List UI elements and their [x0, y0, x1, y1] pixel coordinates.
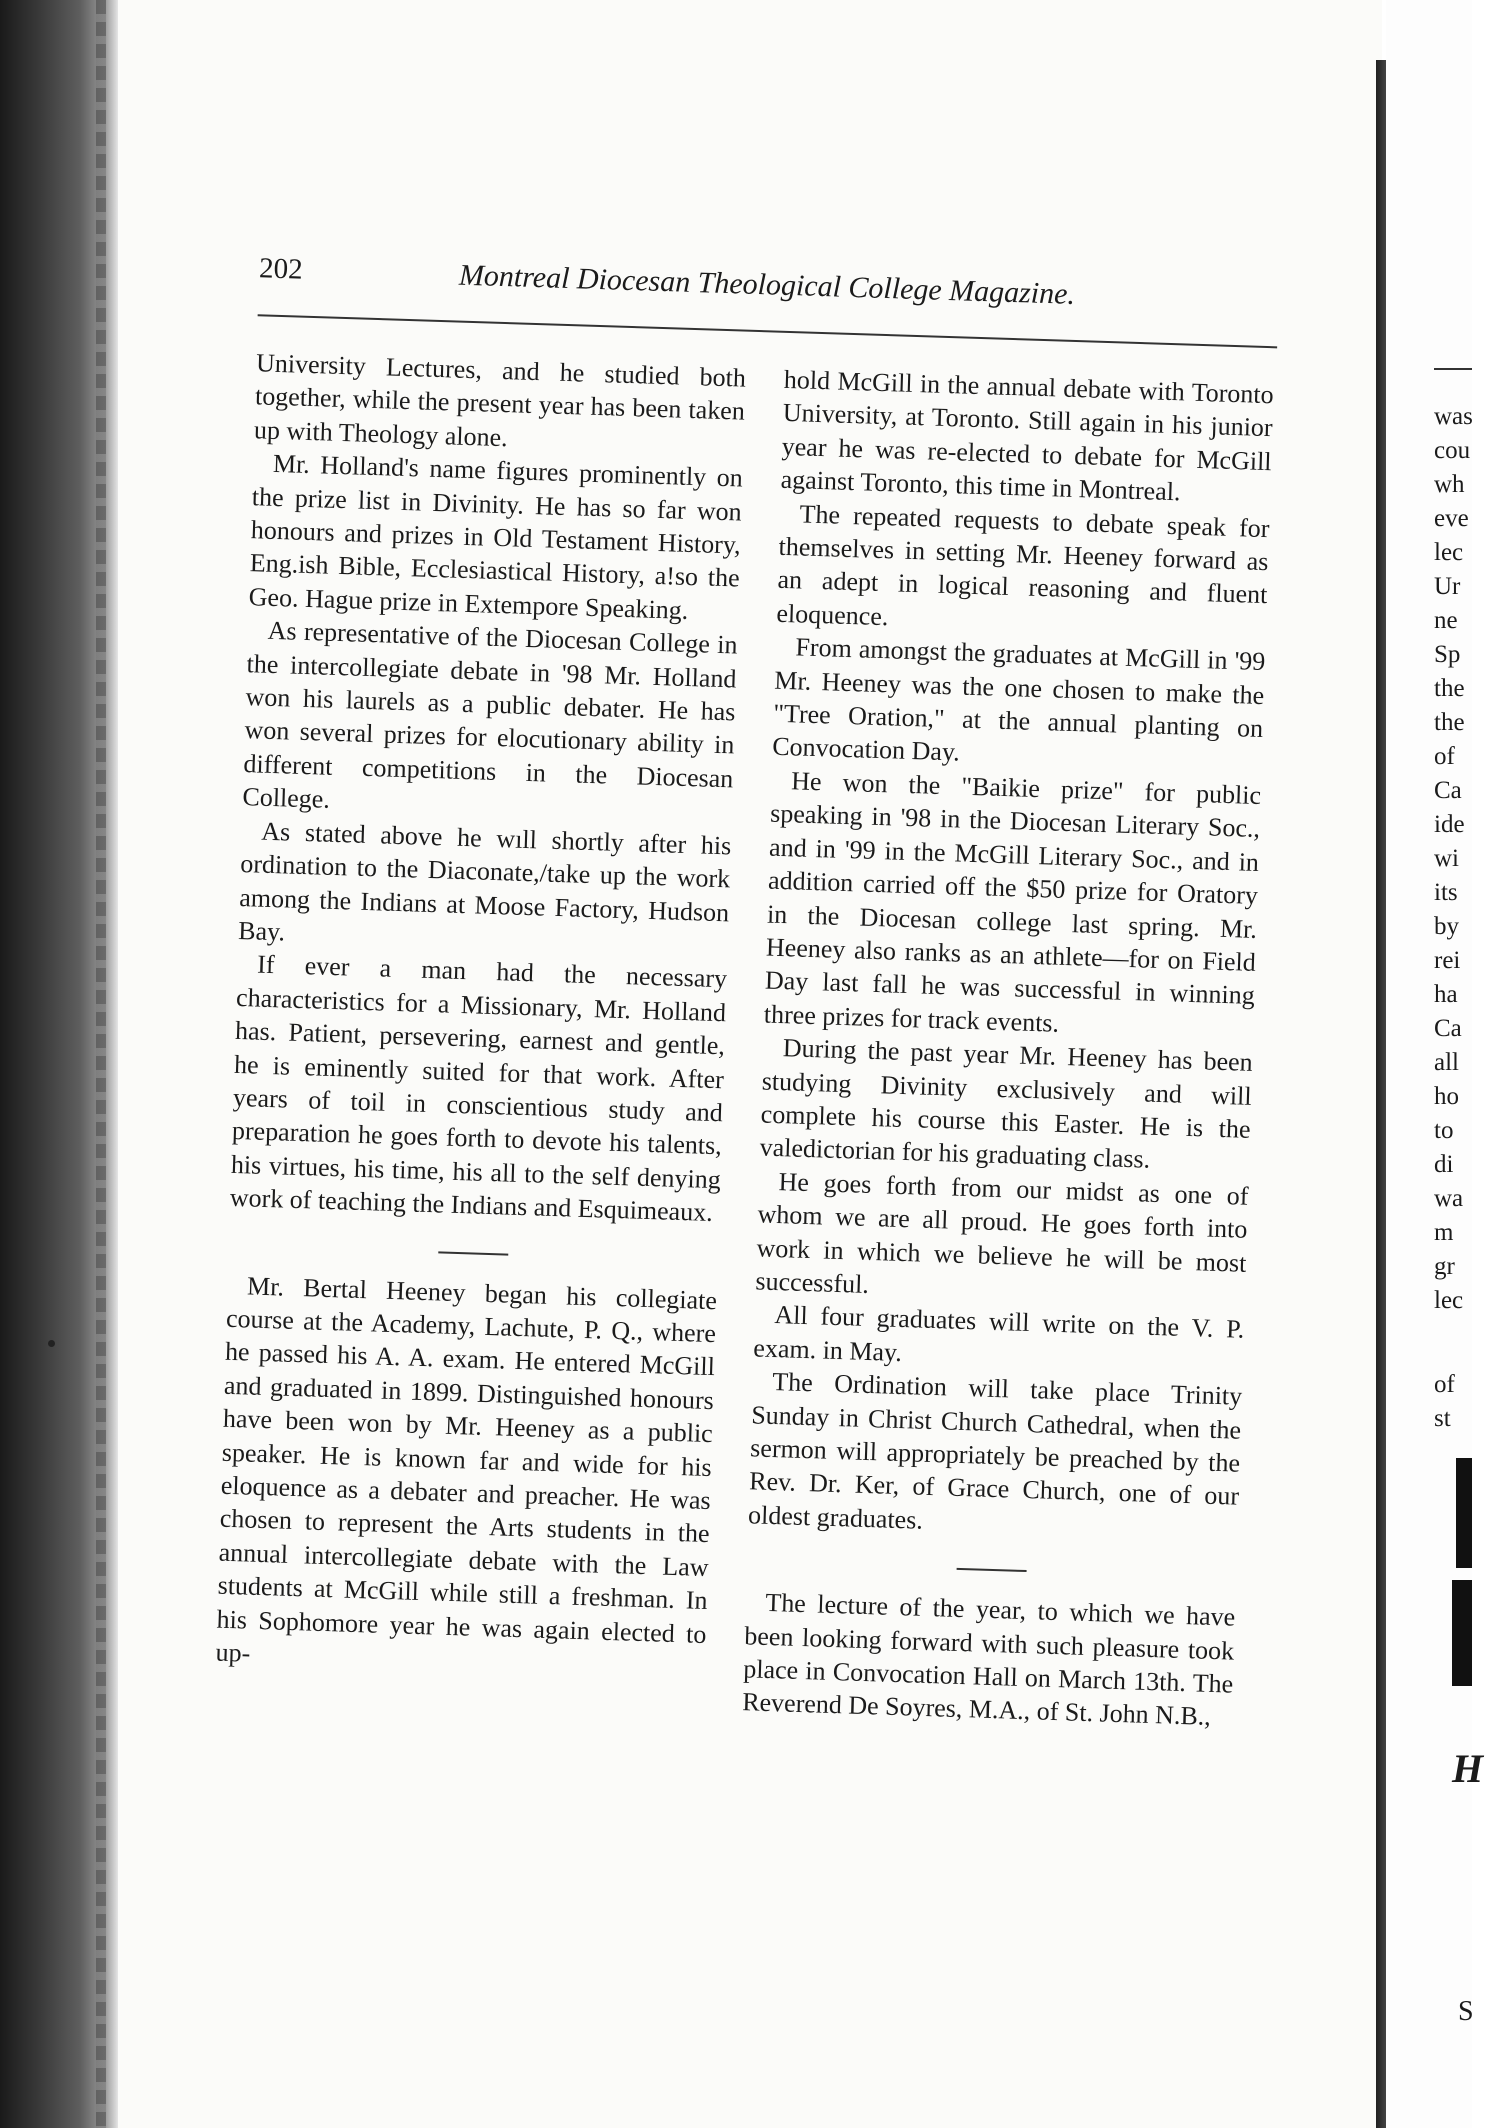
next-page-letter: H [1452, 1746, 1484, 1791]
paragraph: During the past year Mr. Heeney has been studying Divinity exclusively and will complete his course this Easter. He is the valedictorian for his graduating class. [759, 1033, 1254, 1175]
left-column [215, 346, 746, 1684]
next-page-word: Ca [1434, 777, 1462, 804]
page-number: 202 [258, 252, 304, 286]
next-page-word: lec [1434, 539, 1464, 566]
next-page-rule [1434, 368, 1472, 370]
next-page-word: by [1434, 913, 1459, 940]
paragraph: The Ordination will take place Trinity Sunday in Christ Church Cathedral, when the sermon will appropriately be preached by the Rev. Dr. Ker, of Grace Church, one of our oldest graduates. [747, 1367, 1243, 1535]
next-page-word: ho [1434, 1083, 1459, 1110]
next-page-letter: S [1458, 1996, 1474, 2027]
next-page-word: Ur [1434, 573, 1461, 600]
next-page-word: st [1434, 1405, 1451, 1432]
next-page-word: wi [1434, 845, 1459, 872]
next-page-word: of [1434, 743, 1455, 770]
paragraph: He goes forth from our midst as one of whom we are all proud. He goes forth into work in which we believe he will be most successful. [755, 1166, 1249, 1299]
paragraph: All four graduates will write on the V. P. exam. in May. [753, 1300, 1245, 1367]
next-page-heading-stroke [1456, 1458, 1472, 1568]
next-page-word: to [1434, 1117, 1454, 1144]
paragraph: University Lectures, and he studied both together, while the present year has been taken up with Theology alone. [253, 348, 747, 452]
next-page-word: of [1434, 1371, 1455, 1398]
next-page-word: Ca [1434, 1015, 1462, 1042]
next-page-word: cou [1434, 437, 1471, 464]
next-page-fragment [1386, 0, 1484, 2128]
paragraph: He won the "Baikie prize" for public speaking in '98 in the Diocesan Literary Soc., and in '99 in the McGill Literary Soc., and in addition carried off the $50 prize for Oratory in the Diocesan college last spring. Mr. Heeney also ranks as an athlete—for on Field Day last fall he was successful in winning three prizes for track events. [763, 766, 1262, 1038]
next-page-heading-stroke [1452, 1580, 1472, 1686]
right-column [742, 363, 1274, 1735]
paragraph: Mr. Bertal Heeney began his collegiate course at the Academy, Lachute, P. Q., where he passed his A. A. exam. He entered McGill and graduated in 1899. Distinguished honours have been won by Mr. Heeney as a public speaker. He is known far and wide for his eloquence as a debater and preacher. He was chosen to represent the Arts students in the annual intercollegiate debate with the Law students at McGill while still a freshman. In his Sophomore year he was again elected to up- [215, 1270, 718, 1668]
next-page-word: eve [1434, 505, 1469, 532]
paragraph: Mr. Holland's name figures prominently on the prize list in Divinity. He has so far won honours and prizes in Old Testament History, Eng.ish Bible, Ecclesiastical History, a!so the Geo. Hague prize in Extempore Speaking. [248, 449, 744, 625]
paragraph: As stated above he wıll shortly after his ordination to the Diaconate,/take up the work among the Indians at Moose Factory, Hudson Bay. [237, 816, 732, 947]
next-page-word: gr [1434, 1253, 1455, 1280]
next-page-word: di [1434, 1151, 1454, 1178]
section-divider [957, 1568, 1027, 1572]
paragraph: As representative of the Diocesan College in the intercollegiate debate in '98 Mr. Holland won his laurels as a public debater. He has won several prizes for elocutionary ability in different competitions in the Diocesan College. [242, 616, 738, 815]
next-page-word: was [1434, 403, 1473, 430]
next-page-word: its [1434, 879, 1458, 906]
next-page-word: ne [1434, 607, 1458, 634]
page-content [198, 240, 1290, 1942]
page-stack-edge [96, 0, 106, 2128]
book-gutter [1376, 60, 1386, 2128]
paragraph: If ever a man had the necessary characteristics for a Missionary, Mr. Holland has. Patient, persevering, earnest and gentle, he is eminently suited for that work. After years of toil in conscientious study and preparation he goes forth to devote his talents, his virtues, his time, his all to the self denying work of teaching the Indians and Esquimeaux. [229, 949, 728, 1228]
next-page-words-lower [1434, 1368, 1455, 1436]
next-page-word: the [1434, 675, 1465, 702]
next-page-words [1434, 400, 1494, 1318]
next-page-word: m [1434, 1219, 1454, 1246]
next-page-word: wa [1434, 1185, 1464, 1212]
paragraph: The lecture of the year, to which we have been looking forward with such pleasure took place in Convocation Hall on March 13th. The Reverend De Soyres, M.A., of St. John N.B., [741, 1588, 1236, 1732]
next-page-word: wh [1434, 471, 1465, 498]
header-rule [258, 314, 1278, 348]
paragraph: From amongst the graduates at McGill in '99 Mr. Heeney was the one chosen to make the "Tree Oration," at the annual planting on Convocation Day. [771, 632, 1266, 768]
next-page-word: all [1434, 1049, 1459, 1076]
paragraph: hold McGill in the annual debate with Toronto University, at Toronto. Still again in his junior year he was re-elected to debate for McGill against Toronto, this time in Montreal. [780, 364, 1275, 507]
next-page-word: ide [1434, 811, 1465, 838]
paragraph: The repeated requests to debate speak for themselves in setting Mr. Heeney forward as an adept in logical reasoning and fluent eloquence. [776, 499, 1270, 632]
next-page-word: Sp [1434, 641, 1461, 668]
running-title: Montreal Diocesan Theological College Magazine. [458, 258, 1076, 311]
next-page-word: lec [1434, 1287, 1464, 1314]
next-page-word: the [1434, 709, 1465, 736]
ink-dot [48, 1340, 55, 1347]
next-page-word: rei [1434, 947, 1461, 974]
next-page-word: ha [1434, 981, 1458, 1008]
section-divider [438, 1251, 508, 1255]
